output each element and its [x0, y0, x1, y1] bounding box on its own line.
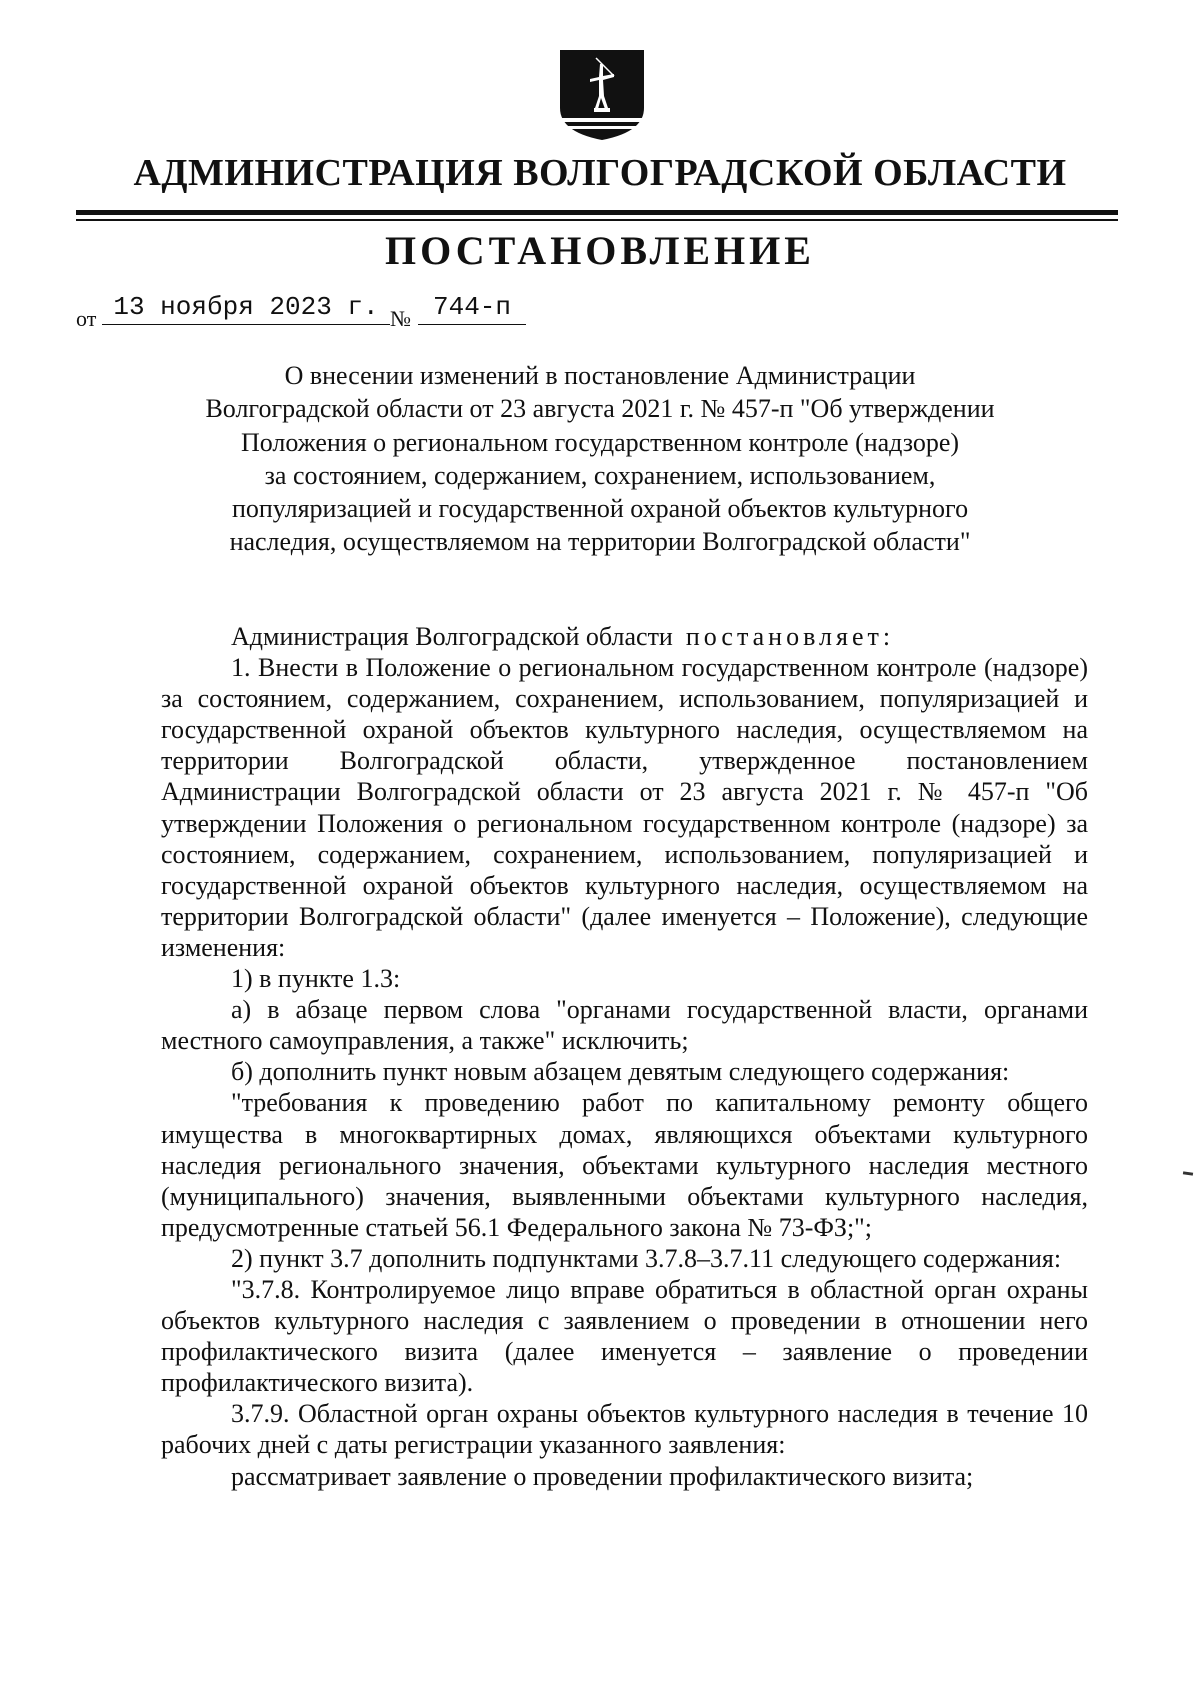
body-paragraph: 1) в пункте 1.3: [231, 964, 401, 994]
body-paragraph: 2) пункт 3.7 дополнить подпунктами 3.7.8–3.7.11 следующего содержания: [231, 1243, 1062, 1273]
date-from-label: от [76, 306, 97, 331]
document-subject [100, 359, 1100, 559]
body-paragraph: рассматривает заявление о проведении профилактического визита; [231, 1461, 974, 1491]
subject-line: Положения о региональном государственном контроле (надзоре) [240, 427, 960, 457]
decree-word: постановляет: [685, 622, 895, 651]
body-paragraph: а) в абзаце первом слова "органами государственной власти, органами местного самоуправления, а также" исключить; [161, 995, 1088, 1056]
date-line [76, 290, 676, 330]
body-intro [161, 621, 1088, 652]
header-rule-thin [76, 219, 1118, 221]
scan-artifact [1183, 1171, 1193, 1175]
body-paragraph: "требования к проведению работ по капитальному ремонту общего имущества в многоквартирных домах, являющихся объектами культурного наследия регионального значения, объектами культурного наследия местного (муниципального) значения, выявленными объектами культурного наследия, предусмотренные статьей 56.1 Федерального закона № 73-ФЗ;"; [161, 1088, 1088, 1242]
organization-title: АДМИНИСТРАЦИЯ ВОЛГОГРАДСКОЙ ОБЛАСТИ [133, 152, 1067, 194]
intro-text: Администрация Волгоградской области [231, 622, 673, 651]
subject-line: Волгоградской области от 23 августа 2021 г. № 457-п "Об утверждении [205, 394, 995, 424]
coat-of-arms-icon [556, 46, 648, 142]
subject-line: популяризацией и государственной охраной объектов культурного [231, 494, 969, 524]
subject-line: наследия, осуществляемом на территории Волгоградской области" [229, 527, 971, 557]
subject-line: за состоянием, содержанием, сохранением, использованием, [264, 460, 936, 490]
document-date: 13 ноября 2023 г. [102, 290, 390, 325]
body-paragraph: 1. Внести в Положение о региональном государственном контроле (надзоре) за состоянием, содержанием, сохранением, использованием, популяризацией и государственной охраной объектов культурного наследия, осуществляемом на территории Волгоградской области, утвержденное постановлением Администрации Волгоградской области от 23 августа 2021 г. № 457-п "Об утверждении Положения о региональном государственном контроле (надзоре) за состоянием, содержанием, сохранением, использованием, популяризацией и государственной охраной объектов культурного наследия, осуществляемом на территории Волгоградской области" (далее именуется – Положение), следующие изменения: [161, 653, 1088, 962]
number-label: № [390, 306, 411, 331]
body-paragraph: 3.7.9. Областной орган охраны объектов культурного наследия в течение 10 рабочих дней с даты регистрации указанного заявления: [161, 1399, 1088, 1460]
document-type-title: ПОСТАНОВЛЕНИЕ [385, 228, 815, 273]
document-body [161, 621, 1088, 1492]
subject-line: О внесении изменений в постановление Администрации [284, 361, 916, 390]
header-rule-thick [76, 210, 1118, 215]
body-paragraph: б) дополнить пункт новым абзацем девятым следующего содержания: [231, 1057, 1010, 1087]
document-number: 744-п [418, 290, 526, 325]
body-paragraph: "3.7.8. Контролируемое лицо вправе обратиться в областной орган охраны объектов культурного наследия с заявлением о проведении в отношении него профилактического визита (далее именуется – заявление о проведении профилактического визита). [161, 1274, 1088, 1398]
